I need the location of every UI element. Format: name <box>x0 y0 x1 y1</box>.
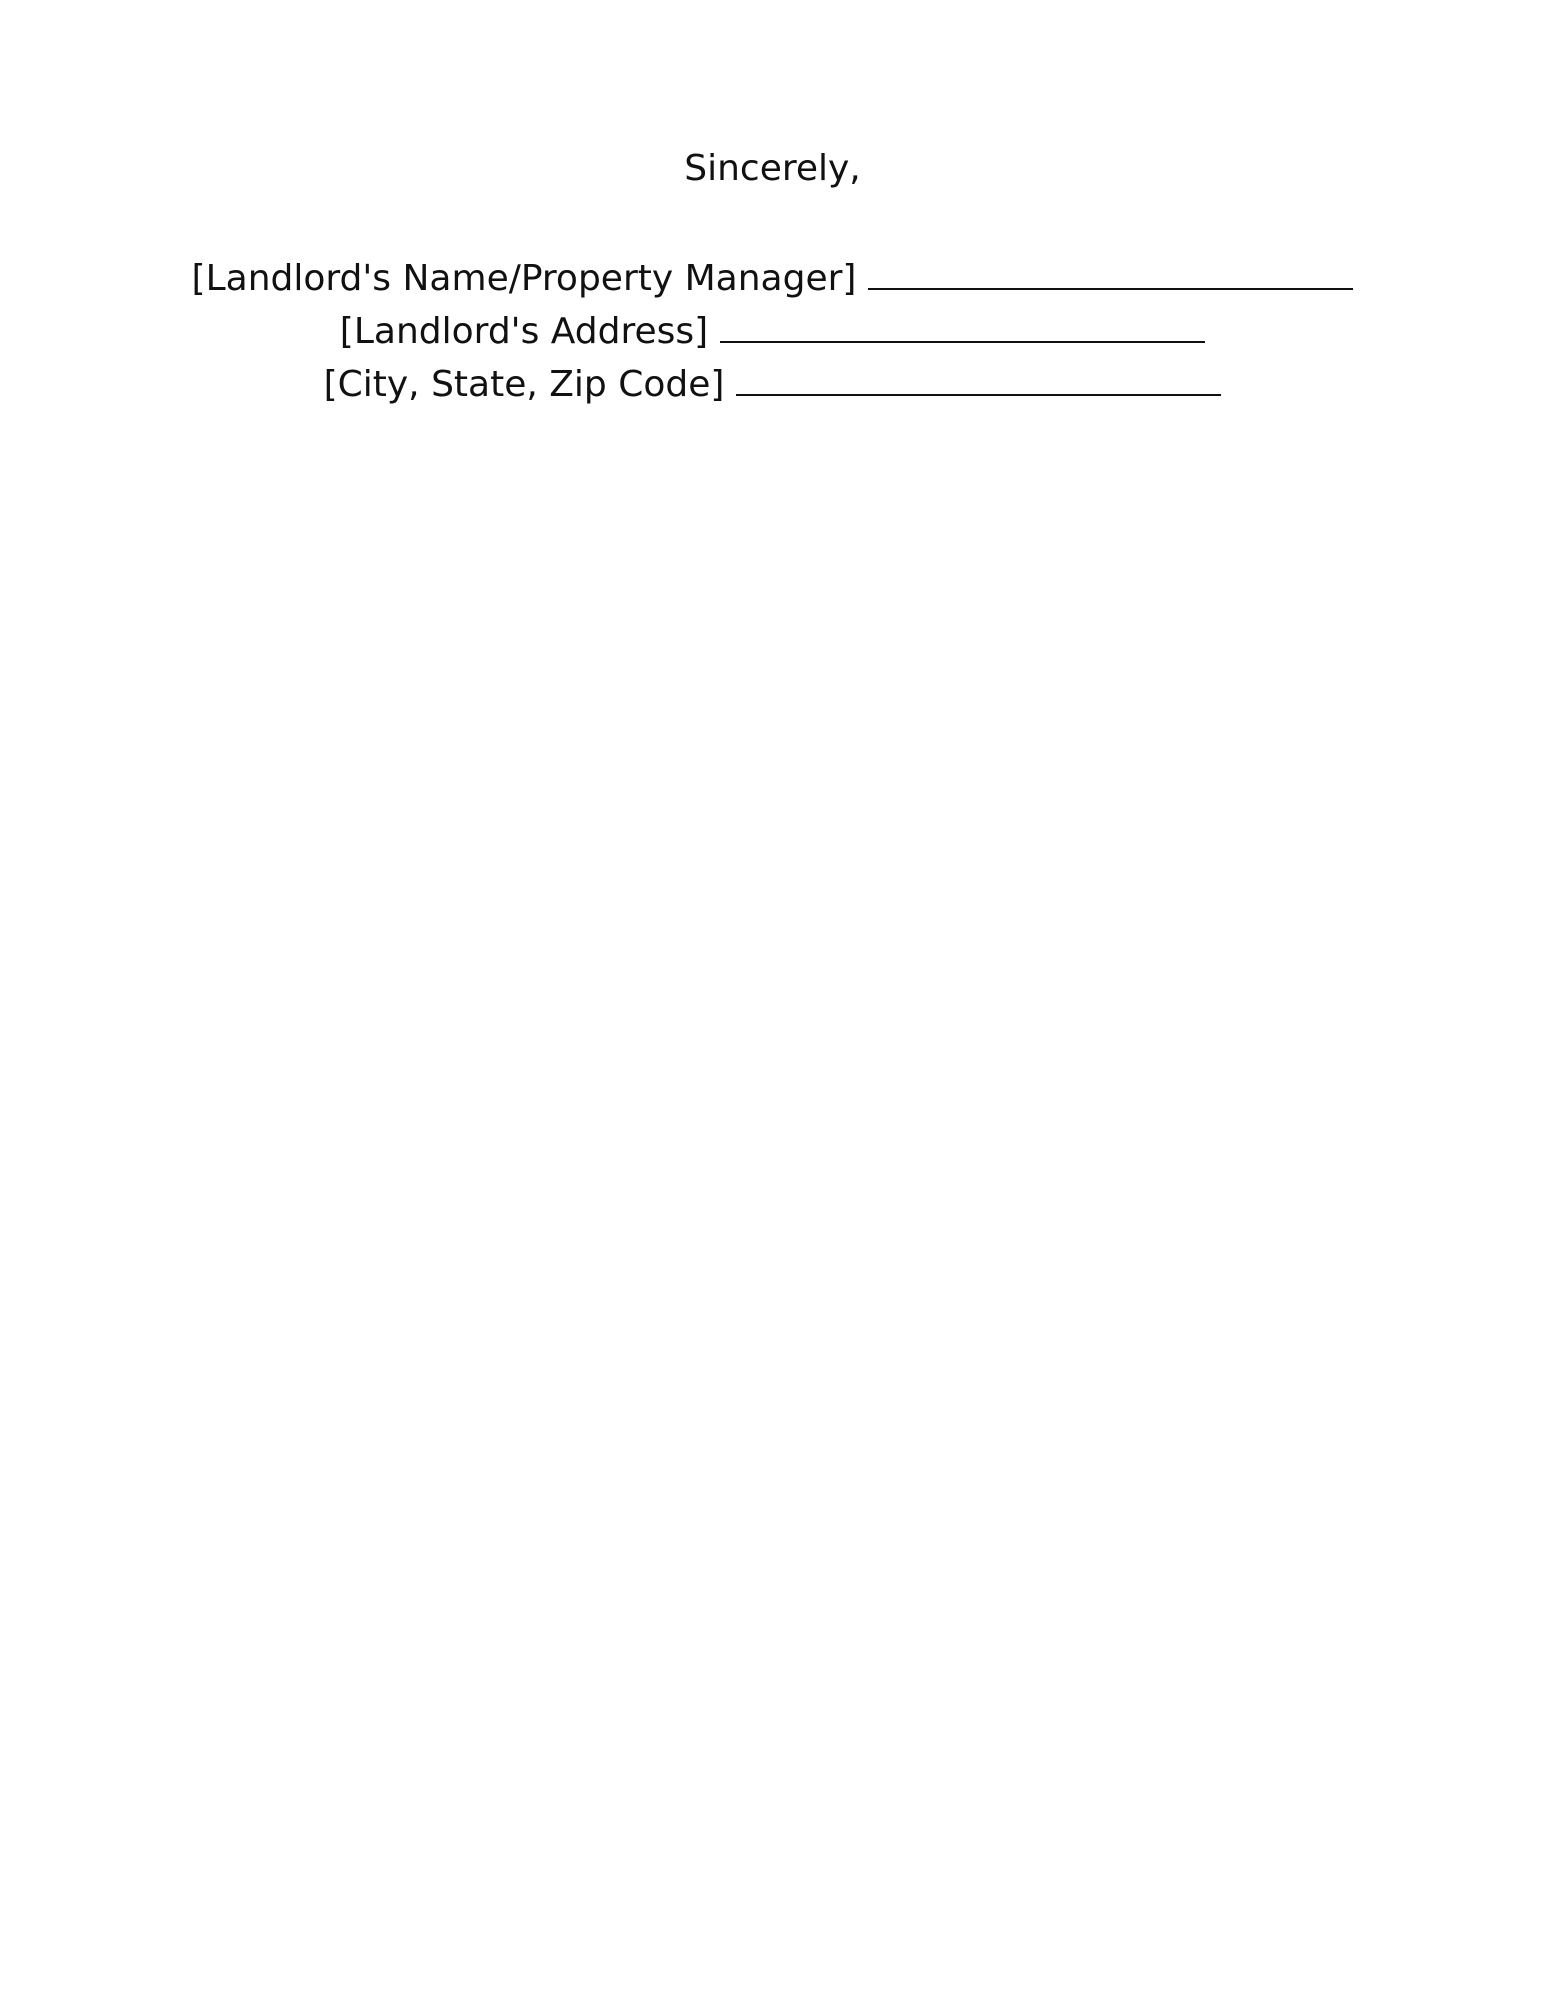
landlord-name-label: [Landlord's Name/Property Manager] <box>191 258 857 299</box>
city-state-zip-line <box>0 358 1545 411</box>
landlord-name-line <box>0 252 1545 305</box>
city-state-zip-blank <box>736 358 1221 396</box>
landlord-address-blank <box>720 305 1205 343</box>
landlord-address-line <box>0 305 1545 358</box>
landlord-address-label: [Landlord's Address] <box>339 311 709 352</box>
landlord-name-blank <box>868 252 1353 290</box>
signature-block <box>0 252 1545 411</box>
city-state-zip-label: [City, State, Zip Code] <box>323 364 725 405</box>
closing-salutation: Sincerely, <box>684 148 861 189</box>
